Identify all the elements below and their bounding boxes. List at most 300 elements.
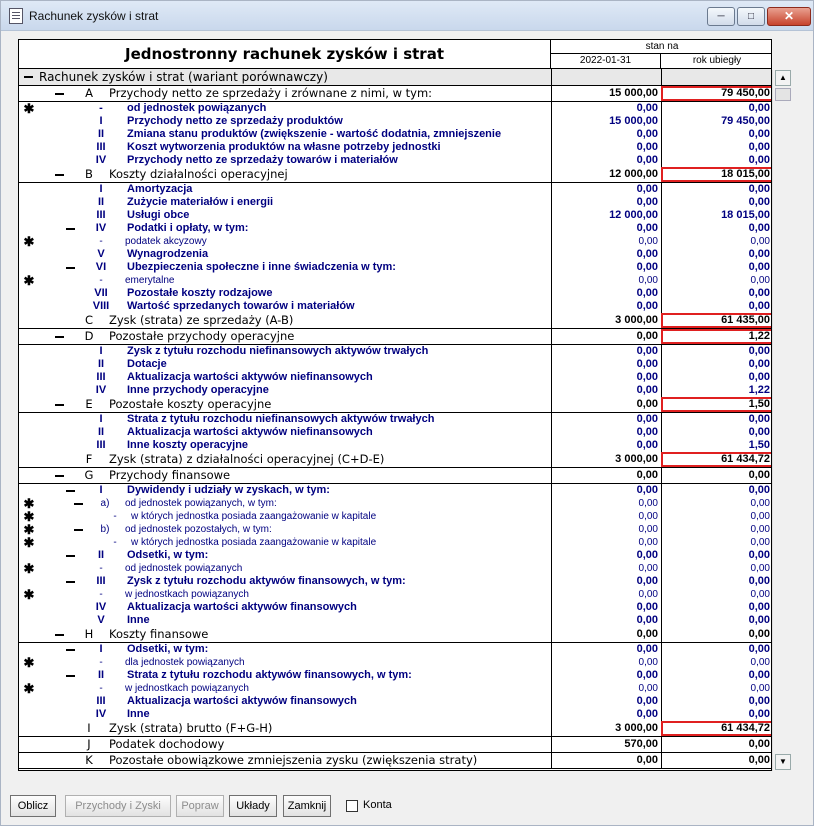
value-current[interactable]: 3 000,00 <box>615 314 658 326</box>
scroll-thumb[interactable] <box>775 88 791 101</box>
value-previous-year[interactable]: 0,00 <box>748 484 770 496</box>
value-current[interactable]: 0,00 <box>638 275 658 286</box>
report-row[interactable] <box>19 708 772 721</box>
row-label: Dywidendy i udziały w zyskach, w tym: <box>127 484 330 496</box>
row-marker: K <box>85 753 93 767</box>
przychody-i-zyski-button[interactable]: Przychody i Zyski <box>65 795 171 817</box>
value-current[interactable]: 0,00 <box>638 589 658 600</box>
window-title: Rachunek zysków i strat <box>29 9 159 23</box>
report-row[interactable] <box>19 222 772 235</box>
value-current[interactable]: 0,00 <box>638 498 658 509</box>
value-current[interactable]: 0,00 <box>636 469 658 481</box>
row-label: w których jednostka posiada zaangażowanie w kapitale <box>131 537 377 548</box>
row-marker: - <box>99 102 103 114</box>
report-row[interactable] <box>19 439 772 452</box>
report-row[interactable] <box>19 575 772 588</box>
report-row[interactable] <box>19 682 772 695</box>
collapse-toggle-icon[interactable] <box>66 224 75 233</box>
report-row[interactable] <box>19 69 772 86</box>
row-label: Aktualizacja wartości aktywów finansowych <box>127 695 357 707</box>
report-row[interactable] <box>19 167 772 183</box>
row-marker: I <box>99 643 103 655</box>
row-label: Usługi obce <box>127 209 190 221</box>
row-label: Zysk (strata) z działalności operacyjnej (C+D-E) <box>109 452 385 466</box>
row-label: Aktualizacja wartości aktywów niefinansowych <box>127 371 373 383</box>
row-marker: III <box>96 695 106 707</box>
value-previous-year[interactable]: 0,00 <box>748 549 770 561</box>
value-current[interactable]: 0,00 <box>636 196 658 208</box>
close-button[interactable]: ✕ <box>767 7 811 26</box>
collapse-toggle-icon[interactable] <box>74 499 83 508</box>
row-marker: III <box>96 371 106 383</box>
collapse-toggle-icon[interactable] <box>66 551 75 560</box>
value-current[interactable]: 3 000,00 <box>615 722 658 734</box>
report-row[interactable] <box>19 274 772 287</box>
report-row[interactable] <box>19 128 772 141</box>
value-current[interactable]: 0,00 <box>638 657 658 668</box>
value-current[interactable]: 0,00 <box>636 695 658 707</box>
asterisk-marker-icon: ✱ <box>23 561 35 576</box>
value-current[interactable]: 0,00 <box>636 628 658 640</box>
value-current[interactable]: 0,00 <box>636 575 658 587</box>
row-marker: IV <box>95 154 107 166</box>
row-marker: II <box>97 358 105 370</box>
report-row[interactable] <box>19 669 772 682</box>
maximize-button[interactable]: □ <box>737 7 765 26</box>
value-current[interactable]: 0,00 <box>636 300 658 312</box>
report-row[interactable] <box>19 300 772 313</box>
report-row[interactable] <box>19 248 772 261</box>
value-previous-year[interactable]: 1,50 <box>661 397 772 412</box>
row-label: Przychody netto ze sprzedaży produktów <box>127 115 343 127</box>
report-row[interactable] <box>19 452 772 468</box>
value-previous-year[interactable]: 0,00 <box>748 708 770 720</box>
value-current[interactable]: 0,00 <box>636 754 658 766</box>
row-label: Koszty finansowe <box>109 627 209 641</box>
header-stan-na: stan na <box>551 40 772 54</box>
row-label: Pozostałe koszty operacyjne <box>109 397 272 411</box>
collapse-toggle-icon[interactable] <box>55 170 64 179</box>
title-bar[interactable] <box>1 1 813 31</box>
report-rows <box>19 69 772 769</box>
row-label: Amortyzacja <box>127 183 193 195</box>
row-marker: II <box>97 669 105 681</box>
value-previous-year[interactable]: 0,00 <box>748 628 770 640</box>
row-marker: II <box>97 196 105 208</box>
report-sheet <box>18 39 772 771</box>
value-current[interactable]: 0,00 <box>636 708 658 720</box>
row-marker: III <box>96 141 106 153</box>
value-current[interactable]: 0,00 <box>638 511 658 522</box>
collapse-toggle-icon[interactable] <box>55 400 64 409</box>
value-current[interactable]: 0,00 <box>636 643 658 655</box>
row-label: podatek akcyzowy <box>125 236 207 247</box>
value-previous-year[interactable]: 0,00 <box>748 426 770 438</box>
report-row[interactable] <box>19 549 772 562</box>
value-previous-year[interactable]: 0,00 <box>748 358 770 370</box>
asterisk-marker-icon: ✱ <box>23 496 35 511</box>
value-previous-year[interactable]: 0,00 <box>750 589 770 600</box>
row-marker: - <box>99 275 103 286</box>
row-label: Aktualizacja wartości aktywów niefinansowych <box>127 426 373 438</box>
report-row[interactable] <box>19 358 772 371</box>
value-current[interactable]: 0,00 <box>638 537 658 548</box>
row-marker: V <box>97 614 105 626</box>
value-current[interactable]: 0,00 <box>636 330 658 342</box>
value-current[interactable]: 0,00 <box>636 141 658 153</box>
asterisk-marker-icon: ✱ <box>23 273 35 288</box>
value-previous-year[interactable]: 0,00 <box>748 695 770 707</box>
row-marker: - <box>99 589 103 600</box>
value-previous-year[interactable]: 61 434,72 <box>661 452 772 467</box>
collapse-toggle-icon[interactable] <box>55 630 64 639</box>
value-current[interactable]: 0,00 <box>638 524 658 535</box>
report-row[interactable] <box>19 196 772 209</box>
value-current[interactable]: 3 000,00 <box>615 453 658 465</box>
value-current[interactable]: 0,00 <box>636 614 658 626</box>
collapse-toggle-icon[interactable] <box>66 577 75 586</box>
report-row[interactable] <box>19 426 772 439</box>
report-row[interactable] <box>19 183 772 196</box>
value-previous-year[interactable]: 0,00 <box>748 102 770 114</box>
value-current[interactable]: 0,00 <box>636 371 658 383</box>
value-previous-year[interactable]: 0,00 <box>748 601 770 613</box>
value-previous-year[interactable]: 79 450,00 <box>661 86 772 101</box>
row-label: Inne <box>127 614 150 626</box>
value-current[interactable]: 0,00 <box>638 236 658 247</box>
value-previous-year[interactable]: 0,00 <box>750 563 770 574</box>
value-previous-year[interactable]: 0,00 <box>748 669 770 681</box>
report-row[interactable] <box>19 695 772 708</box>
row-label: Zysk z tytułu rozchodu aktywów finansowych, w tym: <box>127 575 406 587</box>
row-marker: - <box>113 511 117 522</box>
row-label: Zysk (strata) brutto (F+G-H) <box>109 721 273 735</box>
report-row[interactable] <box>19 397 772 413</box>
row-marker: D <box>84 329 94 343</box>
value-current[interactable]: 0,00 <box>636 439 658 451</box>
row-marker: I <box>99 345 103 357</box>
minimize-button[interactable]: ─ <box>707 7 735 26</box>
report-title: Jednostronny rachunek zysków i strat <box>19 40 551 69</box>
report-row[interactable] <box>19 329 772 345</box>
value-previous-year[interactable]: 0,00 <box>748 300 770 312</box>
row-label: Strata z tytułu rozchodu niefinansowych aktywów trwałych <box>127 413 435 425</box>
collapse-toggle-icon[interactable] <box>55 89 64 98</box>
row-label: Przychody netto ze sprzedaży i zrównane z nimi, w tym: <box>109 86 433 100</box>
asterisk-marker-icon: ✱ <box>23 234 35 249</box>
row-marker: - <box>99 657 103 668</box>
row-marker: III <box>96 439 106 451</box>
value-previous-year[interactable]: 0,00 <box>748 413 770 425</box>
collapse-toggle-icon[interactable] <box>66 486 75 495</box>
value-previous-year[interactable]: 0,00 <box>748 738 770 750</box>
row-marker: II <box>97 128 105 140</box>
value-previous-year[interactable]: 0,00 <box>750 537 770 548</box>
row-marker: C <box>84 313 94 327</box>
report-row[interactable] <box>19 497 772 510</box>
row-label: Koszty działalności operacyjnej <box>109 167 288 181</box>
row-label: od jednostek pozostałych, w tym: <box>125 524 272 535</box>
row-marker: VII <box>94 287 108 299</box>
report-row[interactable] <box>19 721 772 737</box>
report-row[interactable] <box>19 484 772 497</box>
row-marker: - <box>113 537 117 548</box>
report-row[interactable] <box>19 86 772 102</box>
collapse-toggle-icon[interactable] <box>66 671 75 680</box>
value-previous-year[interactable]: 0,00 <box>748 222 770 234</box>
report-row[interactable] <box>19 562 772 575</box>
report-row[interactable] <box>19 261 772 274</box>
collapse-toggle-icon[interactable] <box>55 332 64 341</box>
value-current[interactable]: 0,00 <box>636 183 658 195</box>
report-row[interactable] <box>19 313 772 329</box>
asterisk-marker-icon: ✱ <box>23 681 35 696</box>
value-current[interactable]: 0,00 <box>636 384 658 396</box>
row-marker: - <box>99 236 103 247</box>
value-previous-year[interactable]: 0,00 <box>748 575 770 587</box>
report-row[interactable] <box>19 287 772 300</box>
value-previous-year[interactable]: 0,00 <box>748 754 770 766</box>
value-previous-year[interactable]: 0,00 <box>748 128 770 140</box>
report-row[interactable] <box>19 614 772 627</box>
row-label: Inne przychody operacyjne <box>127 384 269 396</box>
value-previous-year[interactable]: 0,00 <box>748 345 770 357</box>
collapse-toggle-icon[interactable] <box>55 471 64 480</box>
value-current[interactable]: 0,00 <box>636 358 658 370</box>
row-label: w jednostkach powiązanych <box>125 589 249 600</box>
row-marker: IV <box>95 384 107 396</box>
value-current[interactable]: 15 000,00 <box>609 87 658 99</box>
value-current[interactable]: 0,00 <box>636 398 658 410</box>
value-current[interactable]: 0,00 <box>636 102 658 114</box>
value-current[interactable]: 0,00 <box>636 669 658 681</box>
value-previous-year[interactable]: 0,00 <box>748 643 770 655</box>
value-current[interactable]: 0,00 <box>636 601 658 613</box>
value-previous-year[interactable]: 0,00 <box>748 469 770 481</box>
row-marker: V <box>97 248 105 260</box>
value-current[interactable]: 0,00 <box>636 484 658 496</box>
row-label: Odsetki, w tym: <box>127 549 209 561</box>
value-previous-year[interactable]: 79 450,00 <box>721 115 770 127</box>
uklady-button[interactable]: Układy <box>229 795 277 817</box>
row-marker: b) <box>100 524 110 535</box>
value-previous-year[interactable]: 1,22 <box>661 329 772 344</box>
vertical-scrollbar[interactable] <box>772 70 792 771</box>
value-previous-year[interactable]: 1,50 <box>748 439 770 451</box>
value-current[interactable]: 0,00 <box>636 248 658 260</box>
row-marker: VIII <box>92 300 110 312</box>
row-label: w których jednostka posiada zaangażowanie w kapitale <box>131 511 377 522</box>
value-previous-year[interactable]: 0,00 <box>748 196 770 208</box>
report-row[interactable] <box>19 413 772 426</box>
value-previous-year[interactable]: 18 015,00 <box>721 209 770 221</box>
row-label: od jednostek powiązanych, w tym: <box>125 498 277 509</box>
row-label: Inne koszty operacyjne <box>127 439 249 451</box>
report-row[interactable] <box>19 536 772 549</box>
value-previous-year[interactable]: 0,00 <box>750 275 770 286</box>
report-row[interactable] <box>19 656 772 669</box>
row-marker: III <box>96 575 106 587</box>
row-label: Przychody finansowe <box>109 468 231 482</box>
row-marker: I <box>87 721 91 735</box>
value-previous-year[interactable]: 0,00 <box>750 236 770 247</box>
value-previous-year[interactable]: 0,00 <box>750 683 770 694</box>
header-col-date: 2022-01-31 <box>551 54 661 69</box>
value-previous-year[interactable]: 0,00 <box>748 261 770 273</box>
row-label: Wartość sprzedanych towarów i materiałów <box>127 300 355 312</box>
report-row[interactable] <box>19 235 772 248</box>
asterisk-marker-icon: ✱ <box>23 101 35 116</box>
konta-label: Konta <box>363 799 392 811</box>
collapse-toggle-icon[interactable] <box>66 263 75 272</box>
value-previous-year[interactable]: 0,00 <box>748 248 770 260</box>
row-marker: J <box>87 737 91 751</box>
value-current[interactable]: 0,00 <box>638 683 658 694</box>
asterisk-marker-icon: ✱ <box>23 655 35 670</box>
row-label: Zysk (strata) ze sprzedaży (A-B) <box>109 313 294 327</box>
header-col-prev-year: rok ubiegły <box>661 54 772 69</box>
value-previous-year[interactable]: 0,00 <box>750 524 770 535</box>
collapse-toggle-icon[interactable] <box>66 645 75 654</box>
report-row[interactable] <box>19 588 772 601</box>
report-row[interactable] <box>19 468 772 484</box>
row-label: Przychody netto ze sprzedaży towarów i materiałów <box>127 154 398 166</box>
row-label: Rachunek zysków i strat (wariant porównawczy) <box>39 70 328 84</box>
row-label: Podatek dochodowy <box>109 737 225 751</box>
row-marker: a) <box>100 498 110 509</box>
value-previous-year[interactable]: 0,00 <box>750 498 770 509</box>
row-label: Pozostałe przychody operacyjne <box>109 329 295 343</box>
row-label: Pozostałe koszty rodzajowe <box>127 287 273 299</box>
report-row[interactable] <box>19 601 772 614</box>
collapse-toggle-icon[interactable] <box>24 72 33 81</box>
row-marker: I <box>99 413 103 425</box>
value-current[interactable]: 0,00 <box>636 261 658 273</box>
row-marker: H <box>84 627 94 641</box>
bottom-toolbar <box>1 791 813 821</box>
value-previous-year[interactable]: 61 435,00 <box>661 313 772 328</box>
row-marker: F <box>85 452 93 466</box>
row-label: Inne <box>127 708 150 720</box>
report-row[interactable] <box>19 115 772 128</box>
row-marker: I <box>99 484 103 496</box>
row-marker: B <box>85 167 93 181</box>
report-row[interactable] <box>19 510 772 523</box>
row-marker: I <box>99 183 103 195</box>
value-current[interactable]: 570,00 <box>624 738 658 750</box>
value-previous-year[interactable]: 61 434,72 <box>661 721 772 736</box>
value-previous-year[interactable]: 0,00 <box>748 141 770 153</box>
row-label: od jednostek powiązanych <box>125 563 243 574</box>
row-label: Podatki i opłaty, w tym: <box>127 222 249 234</box>
value-current[interactable]: 0,00 <box>636 128 658 140</box>
value-previous-year[interactable]: 0,00 <box>748 183 770 195</box>
row-marker: - <box>99 563 103 574</box>
row-label: Wynagrodzenia <box>127 248 209 260</box>
row-label: Zmiana stanu produktów (zwiększenie - wartość dodatnia, zmniejszenie <box>127 128 502 140</box>
value-current[interactable]: 12 000,00 <box>609 168 658 180</box>
asterisk-marker-icon: ✱ <box>23 587 35 602</box>
value-current[interactable]: 12 000,00 <box>609 209 658 221</box>
row-label: w jednostkach powiązanych <box>125 683 249 694</box>
row-marker: IV <box>95 222 107 234</box>
popraw-button[interactable]: Popraw <box>176 795 224 817</box>
row-marker: E <box>85 397 93 411</box>
value-current[interactable]: 0,00 <box>636 549 658 561</box>
report-row[interactable] <box>19 154 772 167</box>
value-previous-year[interactable]: 0,00 <box>748 287 770 299</box>
scroll-up-icon[interactable]: ▲ <box>775 70 791 86</box>
asterisk-marker-icon: ✱ <box>23 535 35 550</box>
report-row[interactable] <box>19 643 772 656</box>
value-current[interactable]: 15 000,00 <box>609 115 658 127</box>
value-previous-year[interactable]: 0,00 <box>750 511 770 522</box>
row-marker: IV <box>95 601 107 613</box>
report-row[interactable] <box>19 102 772 115</box>
report-row[interactable] <box>19 141 772 154</box>
value-previous-year[interactable]: 0,00 <box>748 371 770 383</box>
value-previous-year[interactable]: 0,00 <box>750 657 770 668</box>
value-current[interactable]: 0,00 <box>636 154 658 166</box>
value-current[interactable]: 0,00 <box>636 413 658 425</box>
oblicz-button[interactable]: Oblicz <box>10 795 56 817</box>
row-label: Koszt wytworzenia produktów na własne potrzeby jednostki <box>127 141 441 153</box>
report-row[interactable] <box>19 209 772 222</box>
value-previous-year[interactable]: 1,22 <box>748 384 770 396</box>
row-marker: VI <box>95 261 107 273</box>
value-previous-year[interactable]: 0,00 <box>748 154 770 166</box>
row-marker: - <box>99 683 103 694</box>
report-row[interactable] <box>19 384 772 397</box>
collapse-toggle-icon[interactable] <box>74 525 83 534</box>
report-row[interactable] <box>19 753 772 769</box>
asterisk-marker-icon: ✱ <box>23 522 35 537</box>
value-previous-year[interactable]: 18 015,00 <box>661 167 772 182</box>
row-label: Zysk z tytułu rozchodu niefinansowych aktywów trwałych <box>127 345 429 357</box>
value-current[interactable]: 0,00 <box>636 287 658 299</box>
row-label: Strata z tytułu rozchodu aktywów finansowych, w tym: <box>127 669 412 681</box>
row-marker: IV <box>95 708 107 720</box>
app-document-icon <box>9 8 23 24</box>
row-marker: I <box>99 115 103 127</box>
report-row[interactable] <box>19 627 772 643</box>
row-label: emerytalne <box>125 275 175 286</box>
row-label: Pozostałe obowiązkowe zmniejszenia zysku (zwiększenia straty) <box>109 753 478 767</box>
value-current[interactable]: 0,00 <box>636 222 658 234</box>
value-current[interactable]: 0,00 <box>638 563 658 574</box>
report-row[interactable] <box>19 523 772 536</box>
report-row[interactable] <box>19 345 772 358</box>
value-current[interactable]: 0,00 <box>636 345 658 357</box>
asterisk-marker-icon: ✱ <box>23 509 35 524</box>
konta-checkbox[interactable] <box>346 800 358 812</box>
report-row[interactable] <box>19 737 772 753</box>
row-label: Aktualizacja wartości aktywów finansowych <box>127 601 357 613</box>
row-label: Zużycie materiałów i energii <box>127 196 274 208</box>
value-current[interactable]: 0,00 <box>636 426 658 438</box>
row-marker: III <box>96 209 106 221</box>
row-marker: II <box>97 549 105 561</box>
row-label: Ubezpieczenia społeczne i inne świadczenia w tym: <box>127 261 396 273</box>
report-row[interactable] <box>19 371 772 384</box>
row-label: dla jednostek powiązanych <box>125 657 245 668</box>
row-marker: A <box>85 86 93 100</box>
scroll-down-icon[interactable]: ▼ <box>775 754 791 770</box>
value-previous-year[interactable]: 0,00 <box>748 614 770 626</box>
zamknij-button[interactable]: Zamknij <box>283 795 331 817</box>
row-label: od jednostek powiązanych <box>127 102 267 114</box>
row-marker: G <box>84 468 94 482</box>
